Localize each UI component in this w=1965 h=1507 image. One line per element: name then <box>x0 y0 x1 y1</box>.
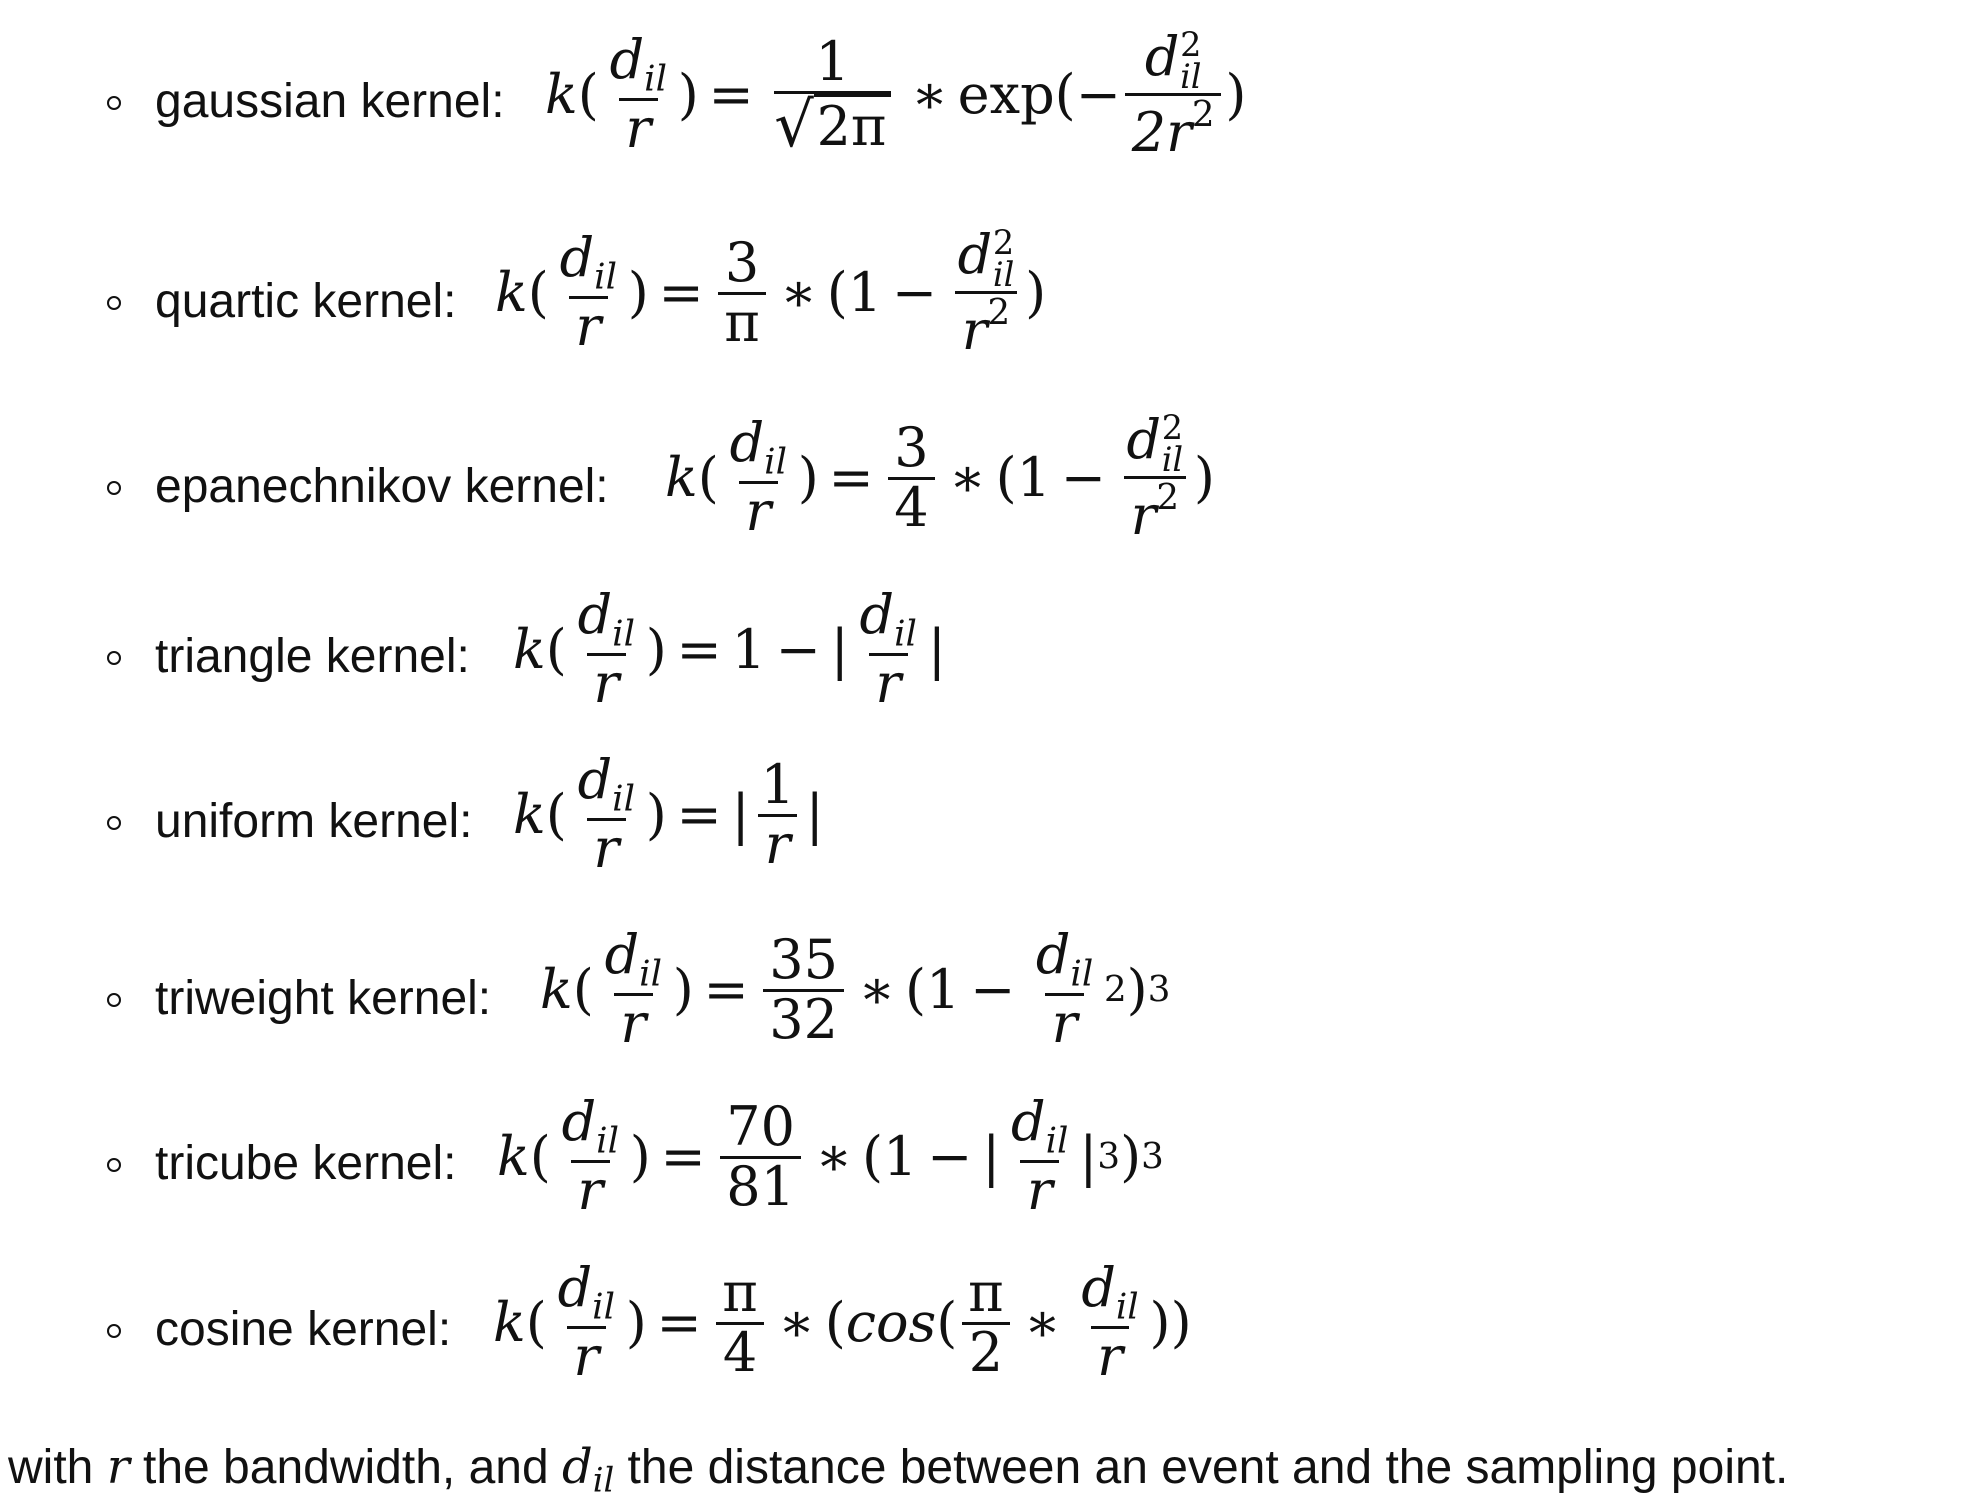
math-symbol: 1 <box>760 752 795 816</box>
math-symbol: d <box>957 222 993 286</box>
math-symbol <box>1180 24 1202 96</box>
math-symbol: ) <box>1170 1291 1192 1354</box>
math-symbol: 1 <box>1016 446 1052 509</box>
math-symbol: r <box>587 653 626 713</box>
math-symbol: − <box>927 1125 973 1188</box>
math-symbol: = <box>703 958 749 1021</box>
math-symbol: 3 <box>724 230 760 294</box>
math-symbol: 2 <box>1161 407 1184 447</box>
math-symbol <box>853 583 923 655</box>
math-symbol <box>992 222 1015 294</box>
math-symbol: ∗ <box>858 958 896 1021</box>
math-fraction <box>723 411 793 544</box>
kernel-formula <box>665 403 1215 553</box>
kernel-label: uniform kernel: <box>155 795 473 848</box>
math-symbol: 3 <box>1141 1136 1164 1178</box>
math-symbol: = <box>658 261 704 324</box>
math-symbol: 70 <box>726 1094 796 1158</box>
math-symbol: − <box>970 958 1016 1021</box>
math-symbol: ( <box>545 618 567 681</box>
kernel-formula <box>493 1248 1192 1398</box>
math-symbol: 3 <box>1097 1136 1121 1178</box>
math-symbol: il <box>764 441 787 483</box>
math-symbol: k <box>540 958 573 1021</box>
bullet-icon <box>107 481 121 495</box>
math-symbol <box>598 923 668 995</box>
math-symbol: il <box>644 58 667 100</box>
bullet-icon <box>107 1324 121 1338</box>
math-symbol <box>1125 93 1221 162</box>
math-fraction <box>1125 24 1221 164</box>
kernel-formula <box>513 740 824 890</box>
math-symbol: d <box>561 1090 597 1154</box>
math-symbol: ∗ <box>1024 1291 1061 1354</box>
math-symbol <box>553 226 623 298</box>
math-symbol: r <box>1020 1160 1059 1220</box>
kernel-formula <box>513 575 946 725</box>
kernel-formula <box>545 20 1246 170</box>
math-symbol <box>955 291 1016 360</box>
kernel-label: quartic kernel: <box>155 275 457 328</box>
math-symbol: 2 <box>1104 969 1127 1011</box>
math-symbol: k <box>513 783 546 846</box>
math-symbol: ) <box>797 446 819 509</box>
kernel-item-uniform <box>0 720 1965 890</box>
math-symbol: ( <box>861 1125 884 1188</box>
math-symbol: d <box>577 583 613 647</box>
math-symbol: π <box>718 292 766 352</box>
math-fraction <box>571 748 641 881</box>
math-symbol: ) <box>1025 261 1047 324</box>
math-symbol: 2 <box>1180 24 1202 64</box>
math-symbol: d <box>859 583 895 647</box>
math-symbol <box>1005 1090 1075 1162</box>
math-symbol: il <box>1161 439 1184 479</box>
math-symbol: r <box>567 1326 606 1386</box>
math-symbol: 4 <box>716 1322 763 1382</box>
math-fraction <box>571 583 641 716</box>
math-symbol: | <box>731 783 750 846</box>
math-symbol: k <box>665 446 698 509</box>
math-fraction <box>853 583 923 716</box>
bullet-icon <box>107 296 121 310</box>
math-fraction <box>962 1260 1010 1384</box>
math-symbol: ∗ <box>780 261 817 324</box>
math-symbol: 2π <box>814 94 891 156</box>
kernel-item-gaussian <box>0 0 1965 170</box>
math-symbol: cos <box>845 1291 937 1354</box>
math-symbol: ) <box>1225 63 1247 126</box>
math-symbol: ) <box>1149 1291 1171 1354</box>
math-symbol <box>951 222 1021 294</box>
math-symbol: k <box>493 1291 526 1354</box>
math-symbol: 2r <box>1131 100 1192 164</box>
math-symbol: 2 <box>987 291 1011 333</box>
math-symbol: r <box>587 818 626 878</box>
math-symbol: k <box>497 1125 530 1188</box>
math-symbol: ( <box>995 446 1017 509</box>
math-symbol: ( <box>525 1291 547 1354</box>
kernel-label: gaussian kernel: <box>155 75 505 128</box>
math-symbol <box>1075 1256 1145 1328</box>
math-symbol: d <box>609 28 645 92</box>
math-symbol <box>555 1090 625 1162</box>
kernel-label: cosine kernel: <box>155 1303 452 1356</box>
math-symbol: | <box>830 618 849 681</box>
math-symbol: 2 <box>1156 476 1180 518</box>
math-symbol: 1 <box>883 1125 918 1188</box>
math-symbol: 2 <box>992 222 1015 262</box>
math-symbol: | <box>982 1125 1001 1188</box>
math-symbol: k <box>545 63 578 126</box>
math-fraction <box>551 1256 621 1389</box>
math-symbol: | <box>805 783 824 846</box>
math-symbol: il <box>596 1120 619 1162</box>
math-symbol: d <box>557 1256 593 1320</box>
math-symbol: ) <box>1120 1125 1142 1188</box>
math-symbol: π <box>722 1260 758 1324</box>
math-symbol: exp <box>957 63 1055 126</box>
math-symbol: r <box>739 481 778 541</box>
math-symbol: ∗ <box>815 1125 853 1188</box>
bullet-icon <box>107 1158 121 1172</box>
math-symbol: r <box>614 993 653 1053</box>
kernel-item-epanechnikov <box>0 385 1965 555</box>
math-symbol: il <box>894 613 917 655</box>
math-fraction <box>951 222 1021 362</box>
bullet-icon <box>107 993 121 1007</box>
math-symbol: ) <box>625 1291 647 1354</box>
math-symbol: π <box>968 1260 1004 1324</box>
math-symbol: ) <box>645 618 667 681</box>
math-symbol: | <box>1079 1125 1098 1188</box>
math-symbol: = <box>660 1125 706 1188</box>
bullet-icon <box>107 96 121 110</box>
math-symbol: 2 <box>1191 93 1215 135</box>
math-fraction <box>888 415 935 539</box>
math-symbol: il <box>1180 56 1202 96</box>
math-symbol: ) <box>1126 958 1148 1021</box>
math-symbol: il <box>1045 1120 1069 1162</box>
math-symbol: ( <box>936 1291 958 1354</box>
kernel-item-triweight <box>0 897 1965 1067</box>
math-symbol: ( <box>824 1291 846 1354</box>
math-symbol: − <box>775 618 821 681</box>
math-symbol: k <box>513 618 546 681</box>
math-symbol: = <box>708 63 754 126</box>
math-fraction <box>763 927 845 1051</box>
math-symbol <box>551 1256 621 1328</box>
math-symbol: ( <box>545 783 567 846</box>
math-symbol: ( <box>826 261 848 324</box>
math-symbol: d <box>1035 923 1071 987</box>
math-symbol: = <box>828 446 874 509</box>
math-symbol: r <box>1045 993 1084 1053</box>
math-symbol: d <box>1144 24 1180 88</box>
math-symbol: il <box>639 953 662 995</box>
math-symbol: = <box>676 783 722 846</box>
math-symbol: ) <box>627 261 649 324</box>
math-symbol <box>723 411 793 483</box>
math-symbol: d <box>729 411 765 475</box>
math-symbol: d <box>1011 1090 1046 1154</box>
math-symbol: il <box>612 613 635 655</box>
math-symbol: − <box>891 261 938 324</box>
math-symbol: d <box>577 748 613 812</box>
math-symbol <box>571 748 641 820</box>
math-symbol: | <box>927 618 946 681</box>
math-fraction <box>1120 407 1190 547</box>
math-symbol: d <box>604 923 640 987</box>
math-symbol <box>1120 407 1190 479</box>
math-symbol: il <box>594 256 617 298</box>
math-symbol: √ <box>774 87 814 161</box>
kernel-item-cosine <box>0 1228 1965 1398</box>
math-fraction <box>555 1090 625 1223</box>
math-symbol: ) <box>645 783 667 846</box>
math-symbol: r <box>869 653 908 713</box>
math-symbol: 32 <box>763 989 845 1049</box>
math-symbol: − <box>1075 63 1121 126</box>
math-symbol: r <box>1091 1326 1130 1386</box>
kernel-label: triweight kernel: <box>155 972 492 1025</box>
math-symbol: ∗ <box>911 63 948 126</box>
kernel-label: tricube kernel: <box>155 1137 457 1190</box>
math-fraction <box>754 752 801 876</box>
math-symbol: il <box>992 254 1015 294</box>
math-symbol: 1 <box>815 29 850 93</box>
math-symbol <box>1161 407 1184 479</box>
math-fraction <box>768 29 897 161</box>
kernel-formula <box>495 218 1046 368</box>
math-symbol <box>768 87 897 161</box>
math-sqrt <box>774 87 890 161</box>
math-symbol: ( <box>572 958 594 1021</box>
math-symbol: 2 <box>962 1322 1009 1382</box>
math-symbol: r <box>1130 483 1157 547</box>
math-symbol: d <box>1126 407 1162 471</box>
math-symbol: ( <box>529 1125 551 1188</box>
math-symbol: ( <box>1054 63 1076 126</box>
kernel-label: triangle kernel: <box>155 630 470 683</box>
math-symbol: r <box>961 298 988 362</box>
math-symbol: 1 <box>731 618 766 681</box>
math-symbol: il <box>1070 953 1094 995</box>
kernel-item-quartic <box>0 200 1965 370</box>
math-symbol: 1 <box>847 261 883 324</box>
math-symbol: d <box>559 226 595 290</box>
math-symbol: r <box>569 296 608 356</box>
math-symbol: ∗ <box>949 446 986 509</box>
math-symbol: il <box>612 778 635 820</box>
math-symbol: k <box>495 261 528 324</box>
kernel-formula <box>497 1082 1164 1232</box>
math-symbol: il <box>592 1286 615 1328</box>
math-symbol <box>1029 923 1099 995</box>
math-symbol: ( <box>527 261 549 324</box>
math-symbol <box>571 583 641 655</box>
kernel-formula <box>540 915 1170 1065</box>
math-symbol: r <box>619 98 658 158</box>
math-symbol: ) <box>1193 446 1215 509</box>
math-fraction <box>720 1094 802 1218</box>
math-symbol: ) <box>629 1125 651 1188</box>
kernel-item-triangle <box>0 555 1965 725</box>
math-symbol: ( <box>697 446 719 509</box>
kernel-item-tricube <box>0 1062 1965 1232</box>
math-symbol: 35 <box>769 927 839 991</box>
math-fraction <box>716 1260 764 1384</box>
math-symbol: r <box>758 814 797 874</box>
math-fraction <box>553 226 623 359</box>
math-symbol: ( <box>577 63 599 126</box>
math-symbol: r <box>571 1160 610 1220</box>
math-fraction <box>1029 923 1099 1056</box>
math-symbol <box>1124 476 1185 545</box>
math-fraction <box>603 28 673 161</box>
math-symbol: 4 <box>888 477 935 537</box>
math-symbol: = <box>676 618 722 681</box>
math-fraction <box>718 230 766 354</box>
math-symbol: 1 <box>926 958 961 1021</box>
kernel-label: epanechnikov kernel: <box>155 460 609 513</box>
math-symbol: ) <box>677 63 699 126</box>
math-symbol: 3 <box>894 415 929 479</box>
math-symbol: ∗ <box>778 1291 815 1354</box>
math-symbol: d <box>1081 1256 1116 1320</box>
math-fraction <box>1005 1090 1075 1223</box>
bullet-icon <box>107 651 121 665</box>
math-symbol: − <box>1060 446 1106 509</box>
math-symbol: 3 <box>1147 969 1171 1011</box>
math-symbol: ( <box>904 958 927 1021</box>
math-symbol: 81 <box>720 1156 802 1216</box>
math-fraction <box>1075 1256 1145 1389</box>
math-symbol: ) <box>672 958 694 1021</box>
footer-note: with r the bandwidth, and dil the distance between an event and the sampling point. <box>8 1439 1789 1500</box>
math-symbol: il <box>1115 1286 1139 1328</box>
math-fraction <box>598 923 668 1056</box>
math-symbol <box>1138 24 1208 96</box>
bullet-icon <box>107 816 121 830</box>
math-symbol <box>603 28 673 100</box>
math-symbol: = <box>656 1291 702 1354</box>
